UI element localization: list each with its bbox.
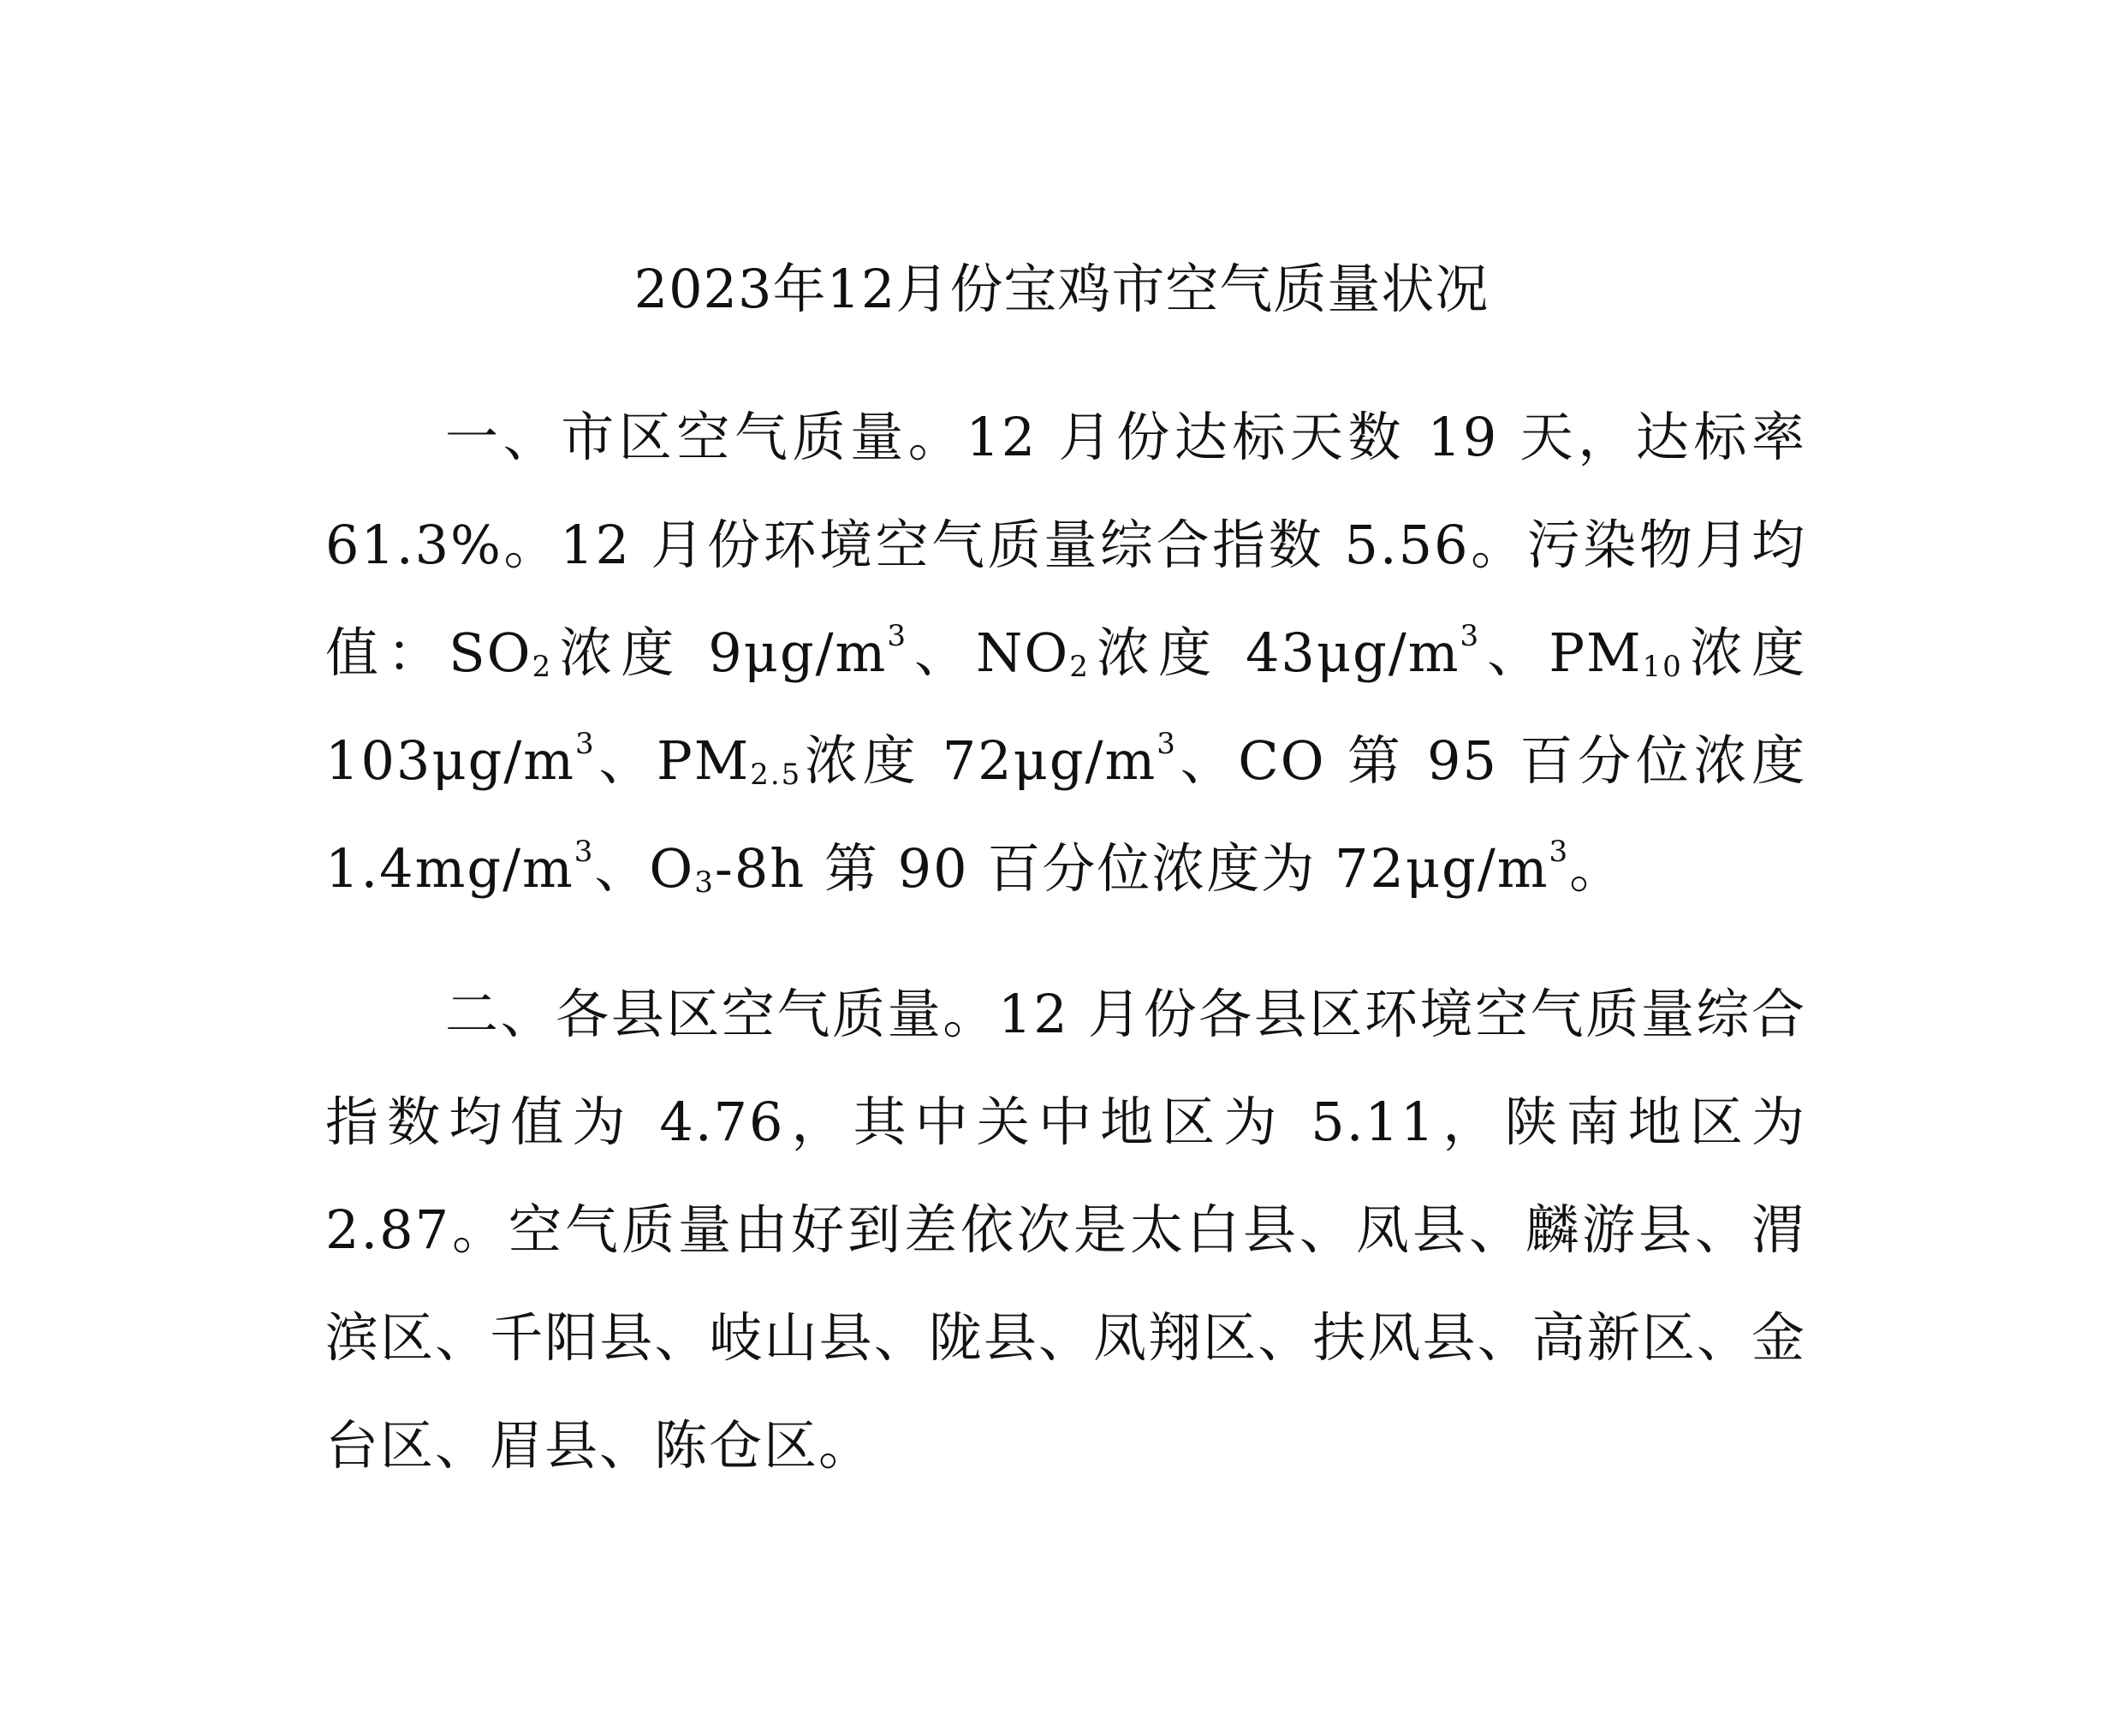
subscript-pm10: 10	[1642, 650, 1683, 684]
text-run: 浓度 103μg/m	[325, 621, 1806, 792]
text-run: 。	[1569, 837, 1625, 900]
subscript-so2: 2	[532, 650, 553, 684]
superscript-cubic: 3	[1460, 619, 1481, 653]
subscript-no2: 2	[1069, 650, 1090, 684]
section-county-air-quality: 二、各县区空气质量。12 月份各县区环境空气质量综合指数均值为 4.76，其中关中地区为 5.11，陕南地区为 2.87。空气质量由好到差依次是太白县、凤县、麟游县、渭滨区、千阳县、岐山县、陇县、凤翔区、扶风县、高新区、金台区、眉县、陈仓区。	[325, 983, 1806, 1477]
superscript-cubic: 3	[887, 619, 907, 653]
text-run: 浓度 72μg/m	[801, 729, 1157, 792]
text-run: -8h 第 90 百分位浓度为 72μg/m	[714, 837, 1549, 900]
superscript-cubic: 3	[1549, 835, 1570, 869]
document-title: 2023年12月份宝鸡市空气质量状况	[633, 258, 1490, 320]
text-run: 、O	[594, 837, 695, 900]
superscript-cubic: 3	[1157, 727, 1177, 761]
text-run: 一、市区空气质量。12 月份达标天数 19 天，达标率 61.3%。12 月份环境空气质量综合指数 5.56。污染物月均值：SO	[325, 406, 1806, 684]
text-run: 、PM	[1480, 621, 1643, 684]
text-run: 浓度 43μg/m	[1089, 621, 1460, 684]
superscript-cubic: 3	[574, 835, 595, 869]
subscript-o3: 3	[694, 865, 715, 900]
text-run: 、CO 第 95 百分位浓度 1.4mg/m	[325, 729, 1806, 900]
section-urban-air-quality	[325, 383, 1806, 923]
superscript-cubic: 3	[575, 727, 596, 761]
text-run: 浓度 9μg/m	[552, 621, 888, 684]
text-run: 、PM	[595, 729, 751, 792]
subscript-pm25: 2.5	[750, 758, 802, 792]
text-run: 、NO	[907, 621, 1070, 684]
